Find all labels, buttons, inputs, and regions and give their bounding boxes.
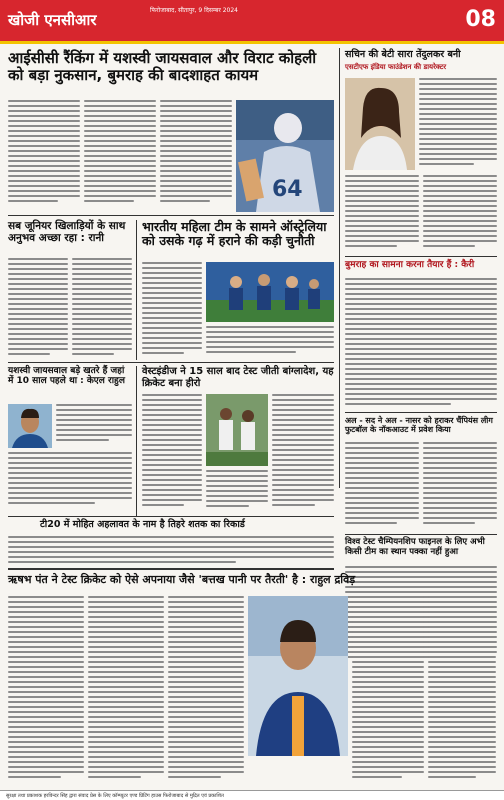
pant-article-col3: [168, 596, 244, 784]
women-article-a: [142, 262, 202, 358]
bumrah-headline: बुमराह का सामना करना तैयार हैं : कैरी: [345, 260, 475, 270]
wi-article-a: [142, 394, 202, 512]
wtc-headline: विश्व टेस्ट चैम्पियनशिप फाइनल के लिए अभी किसी टीम का स्थान पक्का नहीं हुआ: [345, 537, 485, 557]
sara-photo: [345, 78, 415, 170]
sara-article-a: [419, 78, 497, 170]
pant-article-col2: [88, 596, 164, 784]
rani-article-a: [8, 258, 68, 358]
bumrah-divider: [345, 412, 497, 413]
wi-headline: वेस्टइंडीज ने 15 साल बाद टेस्ट जीती बांग्लादेश, यह क्रिकेट बना हीरो: [142, 366, 334, 389]
pant-article-col4: [352, 596, 424, 784]
right-col-divider: [339, 48, 340, 488]
pant-dravid-photo: [248, 596, 348, 756]
pant-article-col5: [428, 596, 496, 784]
lead-article-col2: [84, 100, 156, 212]
rahul-article-b: [8, 452, 132, 512]
lead-divider: [8, 215, 334, 216]
wi-article-b: [272, 394, 334, 512]
alsadd-article-b: [423, 442, 497, 530]
t20-headline: टी20 में मोहित अहलावत के नाम है तिहरे शतक का रिकार्ड: [40, 519, 245, 530]
rahul-headline: यशस्वी जायसवाल बड़े खतरे हैं जहां में 10 साल पहले था : केएल राहुल: [8, 366, 125, 387]
alsadd-article-a: [345, 442, 419, 530]
kl-rahul-photo: [8, 404, 52, 448]
t20-bottom-divider: [8, 568, 334, 570]
women-team-photo: [206, 262, 334, 322]
jersey-number: 64: [272, 177, 303, 202]
header-stripe: [0, 41, 504, 44]
sara-headline: सचिन की बेटी सारा तेंदुलकर बनी: [345, 49, 461, 60]
wi-article-c: [206, 470, 268, 512]
footer-imprint: सुरक्षा तथा प्रकाशक हरविन्दर सिंह द्वारा संवाद प्रेस के लिए कॉम्प्यूटर एण्ड प्रिंटिंग हाउस फिरोजाबाद से मुद्रित एवं प्रकाशित: [0, 790, 504, 800]
section-title: खोजी एनसीआर: [8, 11, 97, 29]
rani-vdivider: [136, 220, 137, 360]
page-number: 08: [465, 7, 496, 32]
sara-subhead: एसटीएफ इंडिया फाउंडेशन की डायरेक्टर: [345, 63, 447, 71]
lead-photo-jaiswal: [236, 100, 334, 212]
alsadd-headline: अल - सद ने अल - नासर को हराकर चैंपियंस लीग फुटबॉल के नॉकआउट में प्रवेश किया: [345, 416, 493, 435]
rahul-vdivider: [136, 366, 137, 516]
sara-divider: [345, 256, 497, 257]
rahul-article-a: [56, 404, 132, 448]
alsadd-divider: [345, 534, 497, 535]
edition-info: फिरोजाबाद, सीतापुर, 9 दिसम्बर 2024: [150, 7, 238, 14]
women-article-b: [206, 326, 334, 358]
t20-top-divider: [8, 516, 334, 517]
t20-article: [8, 536, 334, 566]
rani-article-b: [72, 258, 132, 358]
wi-team-photo: [206, 394, 268, 466]
lead-headline: आईसीसी रैंकिंग में यशस्वी जायसवाल और विराट कोहली को बड़ा नुकसान, बुमराह की बादशाहत कायम: [8, 49, 317, 85]
bumrah-article: [345, 278, 497, 408]
lead-article-col1: [8, 100, 80, 212]
rani-headline: सब जूनियर खिलाड़ियों के साथ अनुभव अच्छा रहा : रानी: [8, 220, 126, 245]
pant-article-col1: [8, 596, 84, 784]
lead-article-col3: [160, 100, 232, 212]
sara-article-b: [345, 175, 419, 253]
women-team-headline: भारतीय महिला टीम के सामने ऑस्ट्रेलिया को उसके गढ़ में हराने की कड़ी चुनौती: [142, 219, 327, 249]
pant-headline: ऋषभ पंत ने टेस्ट क्रिकेट को ऐसे अपनाया जैसे 'बत्तख पानी पर तैरती' है : राहुल द्रविड़: [8, 573, 356, 586]
mid-divider: [8, 362, 334, 363]
page-header: [0, 0, 504, 44]
sara-article-c: [423, 175, 497, 253]
